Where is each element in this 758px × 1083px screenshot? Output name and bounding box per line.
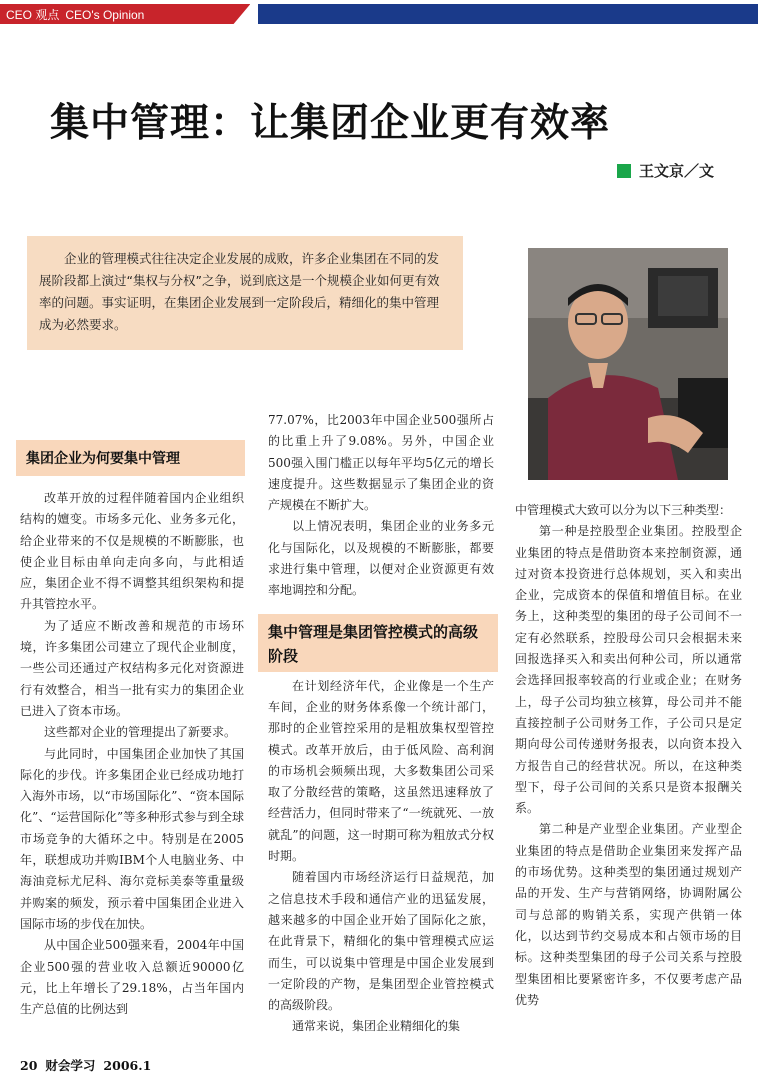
section-heading-2: 集中管理是集团管控模式的高级阶段 bbox=[258, 614, 498, 672]
intro-box: 企业的管理模式往往决定企业发展的成败，许多企业集团在不同的发展阶段都上演过“集权与分权”之争，说到底这是一个规模企业如何更有效率的问题。事实证明，在集团企业发展到一定阶段后，精细化的集中管理成为必然要求。 bbox=[27, 236, 463, 350]
header-blue-band bbox=[258, 4, 758, 24]
section-label bbox=[6, 6, 144, 23]
text-column-1 bbox=[20, 488, 244, 1020]
paragraph: 中管理模式大致可以分为以下三种类型： bbox=[515, 503, 732, 517]
paragraph: 通常来说，集团企业精细化的集 bbox=[292, 1019, 461, 1034]
page-footer bbox=[20, 1056, 159, 1074]
publication-name: 财会学习 bbox=[45, 1058, 96, 1073]
text-column-2 bbox=[268, 410, 494, 1038]
byline-square-icon bbox=[617, 164, 631, 178]
section-heading-1: 集团企业为何要集中管理 bbox=[16, 440, 245, 476]
section-header-bar bbox=[0, 0, 758, 24]
page-number: 20 bbox=[20, 1058, 38, 1073]
paragraph: 从中国企业500强来看，2004年中国企业500强的营业收入总额近90000亿元，比上年增长了29.18%，占当年国内生产总值的比例达到 bbox=[20, 938, 244, 1017]
article-title: 集中管理：让集团企业更有效率 bbox=[50, 100, 611, 146]
paragraph: 第二种是产业型企业集团。产业型企业集团的特点是借助企业集团来发挥产品的市场优势。这种类型的集团通过规划产品的开发、生产与营销网络，协调附属公司与总部的购销关系，实现产供销一体化，以达到节约交易成本和占领市场的目标。这种类型集团的母子公司关系与控股型集团相比要紧密许多，不仅要考虑产品优势 bbox=[515, 822, 742, 1007]
paragraph: 在计划经济年代，企业像是一个生产车间，企业的财务体系像一个统计部门，那时的企业管控采用的是粗放集权型管控模式。改革开放后，由于低风险、高利润的市场机会频频出现，大多数集团公司采取了分散经营的策略，这虽然迅速释放了经营活力，但同时带来了“一统就死、一放就乱”的问题，这一时期可称为粗放式分权时期。 bbox=[268, 678, 494, 864]
section-heading-spacer bbox=[268, 602, 494, 676]
section-label-en: CEO's Opinion bbox=[65, 8, 145, 22]
paragraph: 第一种是控股型企业集团。控股型企业集团的特点是借助资本来控制资源，通过对资本投资进行总体规划，买入和卖出企业，完成资本的保值和增值目标。在业务上，这种类型的集团的母子公司间不一定有必然联系，控股母公司只会根据未来回报选择买入和卖出何种公司，所以通常会选择回报率较高的行业或企业；在财务上，母子公司均独立核算，母公司并不能直接控制子公司财务工作，子公司只是定期向母公司传递财务报表，以向资本投入方报告自己的经营状况。所以，在这种类型下，母子公司间的关系只是资本报酬关系。 bbox=[515, 524, 742, 816]
byline-author: 王文京／文 bbox=[638, 162, 714, 180]
author-photo bbox=[528, 248, 728, 480]
paragraph: 77.07%，比2003年中国企业500强所占的比重上升了9.08%。另外，中国企业500强入围门槛正以每年平均5亿元的增长速度提升。这些数据显示了集团企业的资产规模在不断扩大。 bbox=[268, 413, 494, 513]
paragraph: 这些都对企业的管理提出了新要求。 bbox=[44, 725, 237, 740]
paragraph: 与此同时，中国集团企业加快了其国际化的步伐。许多集团企业已经成功地打入海外市场，以“市场国际化”、“资本国际化”、“运营国际化”等多种形式参与到全球市场竞争的大循环之中。特别是在2005年，联想成功并购IBM个人电脑业务、中海油竞标尤尼科、海尔竞标美泰等重量级并购案的频发，预示着中国集团企业进入国际市场的步伐在加快。 bbox=[20, 746, 244, 931]
paragraph: 以上情况表明，集团企业的业务多元化与国际化，以及规模的不断膨胀，都要求进行集中管理，以便对企业资源更有效率地调控和分配。 bbox=[268, 519, 494, 598]
paragraph: 改革开放的过程伴随着国内企业组织结构的嬗变。市场多元化、业务多元化，给企业带来的不仅是规模的不断膨胀，也使企业目标由单向走向多向，与此相适应，集团企业不得不调整其组织架构和提升其管控水平。 bbox=[20, 491, 244, 612]
section-label-cn: CEO 观点 bbox=[6, 8, 60, 22]
paragraph: 为了适应不断改善和规范的市场环境，许多集团公司建立了现代企业制度，一些公司还通过产权结构多元化对资源进行有效整合，相当一批有实力的集团企业已进入了资本市场。 bbox=[20, 618, 244, 718]
byline bbox=[617, 160, 714, 181]
paragraph: 随着国内市场经济运行日益规范，加之信息技术手段和通信产业的迅猛发展，越来越多的中国企业开始了国际化之旅，在此背景下，精细化的集中管理模式应运而生，可以说集中管理是中国企业发展到一定阶段的产物，是集团型企业管控模式的高级阶段。 bbox=[268, 870, 494, 1013]
text-column-3 bbox=[515, 500, 742, 1011]
issue-number: 2006.1 bbox=[103, 1058, 152, 1073]
author-photo-image bbox=[528, 248, 728, 480]
